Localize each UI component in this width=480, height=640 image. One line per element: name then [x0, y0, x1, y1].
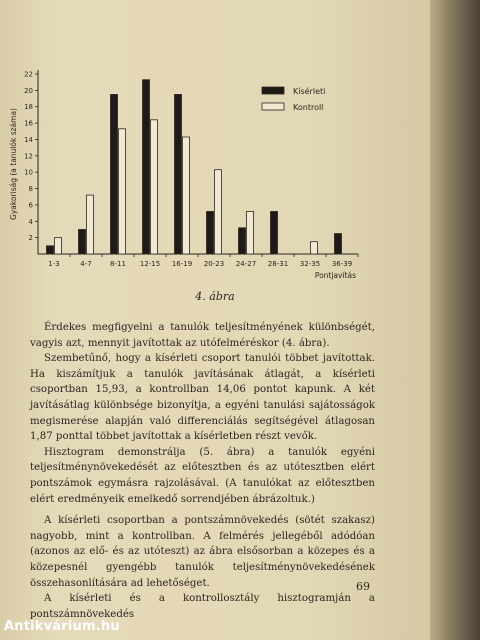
- book-edge: [430, 0, 480, 640]
- y-tick-label: 14: [24, 135, 33, 144]
- paragraph-4: A kísérleti csoportban a pontszámnövekedés (sötét szakasz) nagyobb, mint a kontrollban. A felmérés jellegéből adódóan (azonos az elő- és az utóteszt) az ábra elsősorban a közepes és a közepesnél gyengébb tanulók teljesítménynövekedésének összehasonlítására ad lehetőséget.: [30, 515, 375, 589]
- bar-kontroll: [183, 137, 190, 254]
- y-tick-label: 2: [28, 234, 33, 243]
- x-tick-label: 32-35: [299, 260, 321, 268]
- chart-svg: [0, 60, 420, 310]
- bar-kiserleti: [335, 234, 342, 254]
- paragraph-5: A kísérleti és a kontrollosztály hisztogramján a pontszámnövekedés: [30, 593, 375, 620]
- bar-kontroll: [247, 211, 254, 254]
- page-number: 69: [356, 580, 370, 593]
- y-tick-label: 10: [24, 168, 33, 177]
- bar-kontroll: [311, 242, 318, 254]
- paragraph-3: Hisztogram demonstrálja (5. ábra) a tanulók egyéni teljesítménynövekedését az előtesztben és az utótesztben elért pontszámok egymásra rajzolásával. (A tanulókat az előtesztben elért eredményeik emelkedő sorrendjében ábrázoltuk.): [30, 446, 375, 505]
- y-tick-label: 16: [24, 119, 33, 128]
- paragraph-1: Érdekes megfigyelni a tanulók teljesítményének különbségét, vagyis azt, mennyit javítottak az utófelméréskor (4. ábra).: [30, 322, 375, 349]
- x-axis-label: Pontjavítás: [314, 271, 356, 280]
- x-tick-label: 28-31: [267, 260, 289, 268]
- y-tick-label: 6: [28, 201, 33, 210]
- y-tick-label: 20: [24, 86, 33, 95]
- legend-swatch-kiserleti: [262, 87, 284, 94]
- histogram-chart: [0, 60, 420, 310]
- bar-kiserleti: [175, 94, 182, 254]
- x-tick-label: 36-39: [331, 260, 353, 268]
- legend-swatch-kontroll: [262, 103, 284, 110]
- y-tick-label: 4: [28, 217, 33, 226]
- body-text: [30, 320, 375, 622]
- bar-kiserleti: [111, 94, 118, 254]
- bar-kontroll: [55, 238, 62, 254]
- bar-kontroll: [119, 129, 126, 254]
- bar-kiserleti: [239, 228, 246, 254]
- bar-kiserleti: [271, 211, 278, 254]
- x-tick-label: 24-27: [235, 260, 257, 268]
- y-tick-label: 18: [24, 103, 33, 112]
- legend-label-kiserleti: Kísérleti: [293, 87, 326, 96]
- legend-label-kontroll: Kontroll: [293, 103, 324, 112]
- y-tick-label: 22: [24, 70, 33, 79]
- watermark-logo: Antikvárium.hu: [4, 619, 120, 634]
- x-tick-label: 20-23: [203, 260, 225, 268]
- x-tick-label: 8-11: [110, 260, 126, 268]
- y-axis-label: Gyakoriság (a tanulók száma): [9, 108, 18, 220]
- x-tick-label: 12-15: [139, 260, 161, 268]
- y-tick-label: 8: [28, 185, 33, 194]
- bar-kiserleti: [207, 211, 214, 254]
- bar-kontroll: [215, 170, 222, 254]
- bar-kiserleti: [47, 246, 54, 254]
- x-tick-label: 1-3: [48, 260, 60, 268]
- bar-kiserleti: [79, 229, 86, 254]
- bar-kiserleti: [143, 80, 150, 254]
- x-tick-label: 4-7: [80, 260, 92, 268]
- figure-caption: 4. ábra: [195, 290, 235, 303]
- x-tick-label: 16-19: [171, 260, 193, 268]
- paragraph-2: Szembetűnő, hogy a kísérleti csoport tanulói többet javítottak. Ha kiszámítjuk a tanulók javításának átlagát, a kísérleti csoportban 15,93, a kontrollban 14,06 pontot kapunk. A két javításátlag különbsége bizonyítja, a egyéni tanulási sajátosságok megismerése alapján való differenciálás segítségével átlagosan 1,87 ponttal többet javítottak a kísérletben részt vevők.: [30, 353, 375, 443]
- bar-kontroll: [87, 195, 94, 254]
- y-tick-label: 12: [24, 152, 33, 161]
- bar-kontroll: [151, 120, 158, 254]
